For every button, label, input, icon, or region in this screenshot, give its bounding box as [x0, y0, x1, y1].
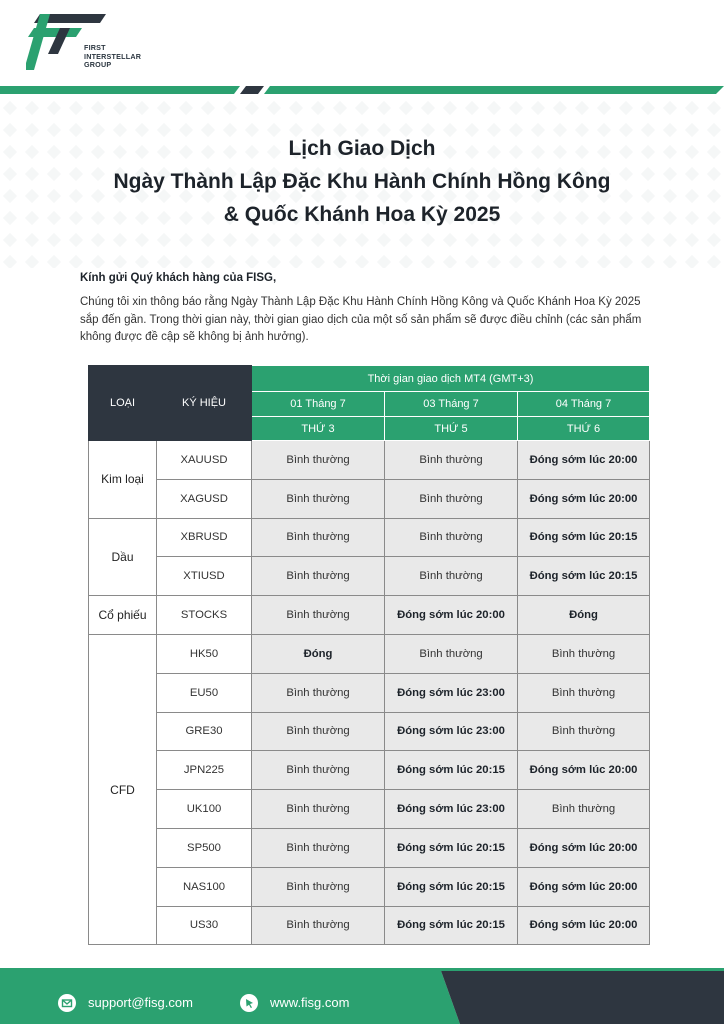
schedule-cell: Đóng sớm lúc 20:00	[518, 828, 650, 867]
symbol-cell: SP500	[157, 828, 252, 867]
symbol-cell: XTIUSD	[157, 557, 252, 596]
symbol-cell: NAS100	[157, 867, 252, 906]
schedule-cell: Đóng sớm lúc 20:15	[385, 867, 518, 906]
symbol-cell: UK100	[157, 790, 252, 829]
schedule-cell: Bình thường	[252, 596, 385, 635]
schedule-cell: Đóng sớm lúc 20:00	[518, 751, 650, 790]
schedule-cell: Bình thường	[252, 673, 385, 712]
symbol-cell: XAUUSD	[157, 441, 252, 480]
schedule-cell: Bình thường	[252, 790, 385, 829]
schedule-cell: Bình thường	[252, 557, 385, 596]
trading-schedule-table	[88, 365, 650, 945]
schedule-cell: Bình thường	[518, 673, 650, 712]
footer-website[interactable]: www.fisg.com	[270, 995, 350, 1010]
greeting: Kính gửi Quý khách hàng của FISG,	[80, 272, 277, 284]
header-weekday: THỨ 3	[252, 417, 385, 441]
table-row	[89, 867, 650, 906]
header-weekday: THỨ 5	[385, 417, 518, 441]
schedule-cell: Đóng sớm lúc 20:00	[518, 867, 650, 906]
schedule-cell: Bình thường	[518, 712, 650, 751]
symbol-cell: GRE30	[157, 712, 252, 751]
table-row	[89, 828, 650, 867]
schedule-cell: Đóng	[252, 634, 385, 673]
cursor-icon	[240, 994, 258, 1012]
schedule-cell: Bình thường	[518, 634, 650, 673]
schedule-cell: Bình thường	[385, 634, 518, 673]
intro-paragraph: Chúng tôi xin thông báo rằng Ngày Thành Lập Đặc Khu Hành Chính Hồng Kông và Quốc Khánh Hoa Kỳ 2025 sắp đến gần. Trong thời gian này, thời gian giao dịch của một số sản phẩm sẽ được điều chỉnh (các sản phẩm không được đề cập sẽ không bị ảnh hưởng).	[80, 296, 642, 343]
schedule-cell: Đóng sớm lúc 20:15	[385, 906, 518, 945]
logo-text: FIRST INTERSTELLAR GROUP	[84, 43, 142, 70]
header-date: 04 Tháng 7	[518, 392, 650, 417]
symbol-cell: JPN225	[157, 751, 252, 790]
table-row	[89, 673, 650, 712]
schedule-cell: Bình thường	[252, 712, 385, 751]
schedule-cell: Bình thường	[252, 751, 385, 790]
table-row	[89, 518, 650, 557]
schedule-cell: Đóng sớm lúc 20:15	[385, 751, 518, 790]
table-row	[89, 557, 650, 596]
schedule-cell: Đóng sớm lúc 23:00	[385, 712, 518, 751]
table-row	[89, 790, 650, 829]
footer-email[interactable]: support@fisg.com	[88, 995, 193, 1010]
schedule-cell: Đóng sớm lúc 20:00	[518, 479, 650, 518]
schedule-cell: Đóng sớm lúc 20:15	[518, 518, 650, 557]
schedule-cell: Đóng sớm lúc 23:00	[385, 673, 518, 712]
table-row	[89, 634, 650, 673]
schedule-cell: Đóng	[518, 596, 650, 635]
schedule-cell: Bình thường	[252, 906, 385, 945]
schedule-cell: Bình thường	[385, 557, 518, 596]
table-row	[89, 906, 650, 945]
mail-icon	[58, 994, 76, 1012]
header-stripe	[0, 86, 724, 94]
symbol-cell: XBRUSD	[157, 518, 252, 557]
page-title: Lịch Giao Dịch Ngày Thành Lập Đặc Khu Hành Chính Hồng Kông & Quốc Khánh Hoa Kỳ 2025	[113, 137, 611, 226]
table-row	[89, 596, 650, 635]
table-row	[89, 479, 650, 518]
category-cell: Kim loại	[89, 441, 157, 519]
header-date: 01 Tháng 7	[252, 392, 385, 417]
schedule-cell: Bình thường	[252, 479, 385, 518]
schedule-cell: Bình thường	[252, 518, 385, 557]
table-row	[89, 712, 650, 751]
schedule-cell: Đóng sớm lúc 23:00	[385, 790, 518, 829]
schedule-cell: Đóng sớm lúc 20:00	[385, 596, 518, 635]
category-cell: CFD	[89, 634, 157, 944]
header-type: LOẠI	[89, 366, 157, 441]
schedule-cell: Bình thường	[252, 867, 385, 906]
category-cell: Cổ phiếu	[89, 596, 157, 635]
schedule-cell: Đóng sớm lúc 20:00	[518, 441, 650, 480]
schedule-cell: Đóng sớm lúc 20:15	[385, 828, 518, 867]
table-row	[89, 441, 650, 480]
schedule-cell: Bình thường	[518, 790, 650, 829]
schedule-cell: Bình thường	[385, 441, 518, 480]
schedule-cell: Bình thường	[252, 828, 385, 867]
header-date: 03 Tháng 7	[385, 392, 518, 417]
symbol-cell: STOCKS	[157, 596, 252, 635]
symbol-cell: EU50	[157, 673, 252, 712]
schedule-cell: Đóng sớm lúc 20:15	[518, 557, 650, 596]
header-trading-time: Thời gian giao dịch MT4 (GMT+3)	[252, 366, 650, 392]
schedule-cell: Bình thường	[385, 518, 518, 557]
schedule-cell: Đóng sớm lúc 20:00	[518, 906, 650, 945]
table-row	[89, 751, 650, 790]
schedule-cell: Bình thường	[385, 479, 518, 518]
category-cell: Dầu	[89, 518, 157, 596]
symbol-cell: US30	[157, 906, 252, 945]
header-weekday: THỨ 6	[518, 417, 650, 441]
schedule-cell: Bình thường	[252, 441, 385, 480]
symbol-cell: XAGUSD	[157, 479, 252, 518]
header-symbol: KÝ HIỆU	[157, 366, 252, 441]
symbol-cell: HK50	[157, 634, 252, 673]
